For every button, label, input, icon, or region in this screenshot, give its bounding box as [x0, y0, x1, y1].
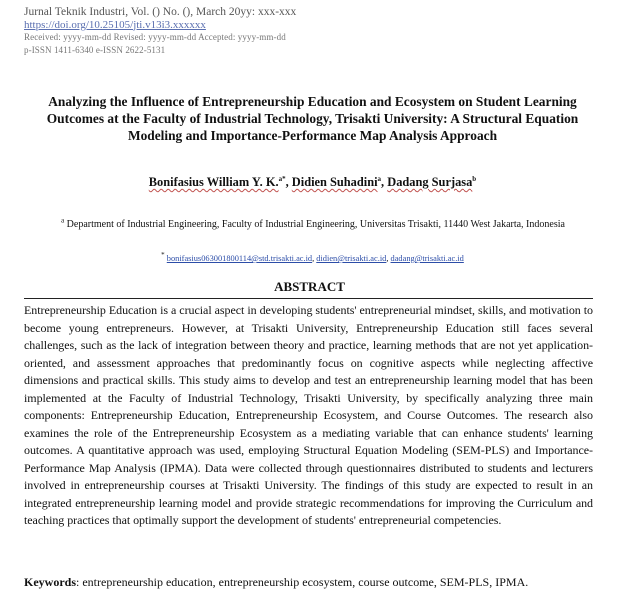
affiliation-mark: a [61, 216, 65, 225]
author-name: Didien Suhadini [291, 175, 378, 189]
email-link[interactable]: dadang@trisakti.ac.id [390, 254, 464, 263]
journal-line: Jurnal Teknik Industri, Vol. () No. (), March 20yy: xxx-xxx [24, 6, 297, 18]
doi-link[interactable]: https://doi.org/10.25105/jti.v13i3.xxxxxx [24, 18, 206, 31]
author-name: Bonifasius William Y. K. [148, 175, 279, 189]
email-link[interactable]: bonifasius063001800114@std.trisakti.ac.id [166, 254, 313, 263]
email-separator: , [312, 254, 317, 263]
author-affil-mark: a [377, 174, 382, 183]
paper-title: Analyzing the Influence of Entrepreneurship Education and Ecosystem on Student Learning Outcomes at the Faculty of Industrial Technology, Trisakti University: A Structural Equation Modeling and Importance-Performance Map Analysis Approach [46, 94, 579, 143]
corresponding-mark: * [161, 251, 165, 260]
author-list [24, 175, 601, 190]
abstract-body: Entrepreneurship Education is a crucial aspect in developing students' entrepreneurial mindset, skills, and motivation to become young entrepreneurs. However, at Trisakti University, Entrepreneurship Education still faces several challenges, such as the lack of integration between theory and practice, learning methods that are not yet application-oriented, and assessment approaches that predominantly focus on cognitive aspects while neglecting affective dimensions and practical skills. This study aims to develop and test an entrepreneurship learning model that has been implemented at the Faculty of Industrial Technology, Trisakti University, by specifically analyzing three main components: Entrepreneurship Education, Entrepreneurship Ecosystem, and Course Outcomes. The research also examines the role of the Entrepreneurship Ecosystem as a mediating variable that can enhance students' learning outcomes. A quantitative approach was used, employing Structural Equation Modeling (SEM-PLS) and Importance-Performance Map Analysis (IPMA). Data were collected through questionnaires distributed to students and lecturers involved in entrepreneurship courses at Trisakti University. The findings of this study are expected to result in an integrated entrepreneurship learning model and provide strategic recommendations for improving the Curriculum and teaching practices that optimally support the development of students' entrepreneurial competencies. [24, 303, 593, 527]
affiliation-text: Department of Industrial Engineering, Faculty of Industrial Engineering, Universitas Trisakti, 11440 West Jakarta, Indonesia [66, 219, 565, 230]
author-separator: , [381, 175, 388, 189]
email-list [24, 251, 601, 263]
email-link[interactable]: didien@trisakti.ac.id [316, 254, 387, 263]
abstract-heading: ABSTRACT [274, 279, 345, 294]
keywords-text: entrepreneurship education, entrepreneurship ecosystem, course outcome, SEM-PLS, IPMA. [82, 575, 529, 589]
submission-dates: Received: yyyy-mm-dd Revised: yyyy-mm-dd Accepted: yyyy-mm-dd [24, 32, 286, 42]
author-name: Dadang Surjasa [387, 175, 473, 189]
keywords-label: Keywords [24, 575, 76, 589]
issn-line: p-ISSN 1411-6340 e-ISSN 2622-5131 [24, 44, 166, 55]
email-separator: , [386, 254, 391, 263]
journal-header [24, 6, 296, 56]
author-affil-mark: b [472, 174, 477, 183]
author-affil-mark: a* [278, 174, 286, 183]
keywords: Keywords: entrepreneurship education, entrepreneurship ecosystem, course outcome, SEM-PLS, IPMA. [24, 575, 529, 589]
author-separator: , [285, 175, 292, 189]
affiliation [48, 218, 578, 233]
abstract-divider [24, 298, 593, 299]
